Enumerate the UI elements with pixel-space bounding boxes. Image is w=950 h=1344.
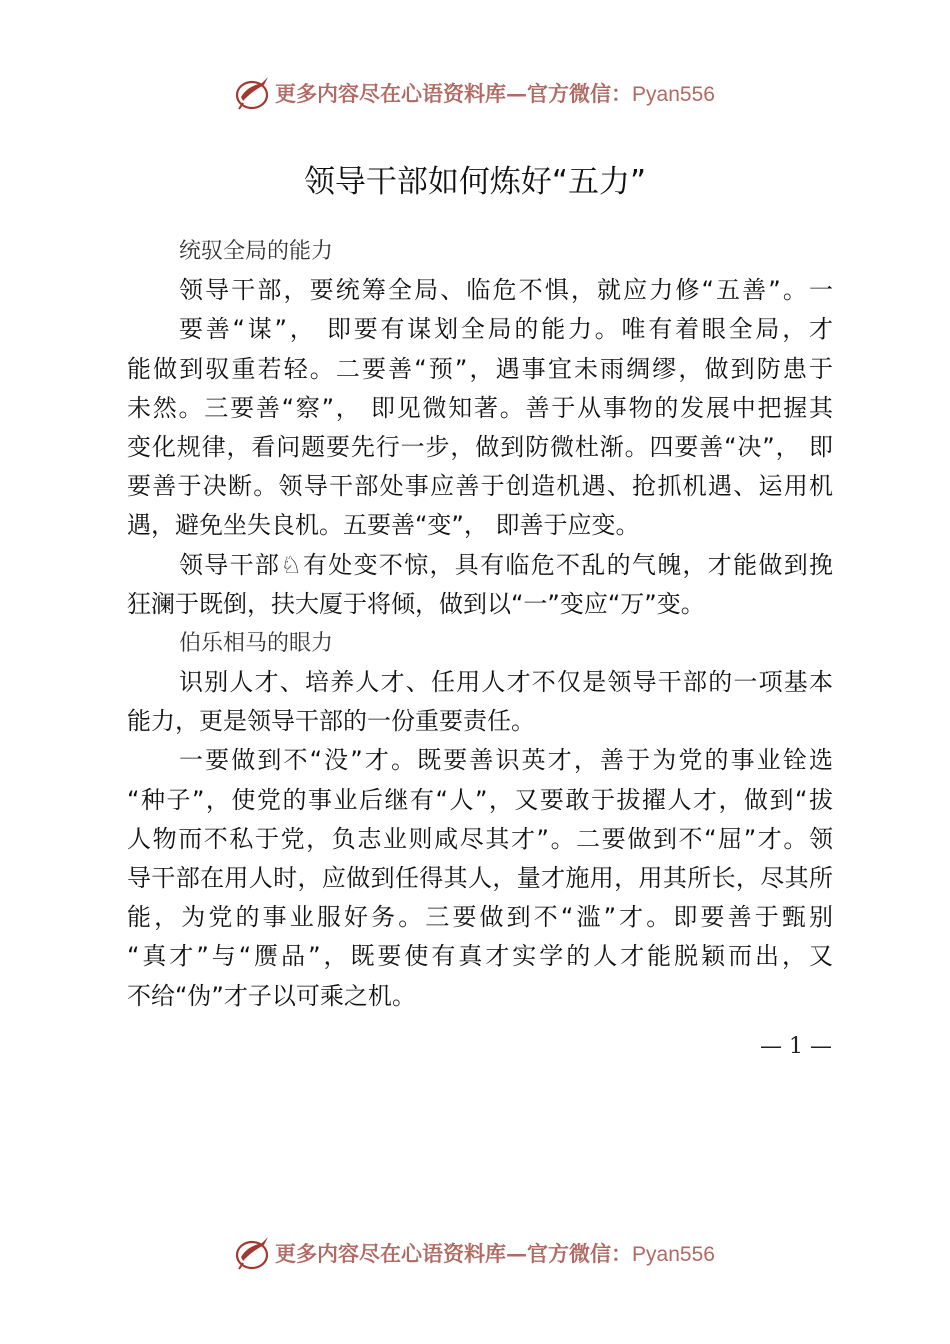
- text-line: 能，为党的事业服好务。三要做到不“滥”才。即要善于甄别: [127, 903, 833, 932]
- header-watermark: [0, 71, 950, 115]
- document-body: [127, 232, 833, 1016]
- text-line: 遇，避免坐失良机。五要善“变”， 即善于应变。: [127, 511, 640, 540]
- quill-logo-icon: [235, 1233, 271, 1273]
- text-line: 能力，更是领导干部的一份重要责任。: [127, 707, 535, 736]
- section-heading: 伯乐相马的眼力: [179, 630, 334, 656]
- text-line: 变化规律，看问题要先行一步，做到防微杜渐。四要善“决”， 即: [127, 432, 833, 461]
- watermark-text: [275, 78, 715, 108]
- text-line: 识别人才、培养人才、任用人才不仅是领导干部的一项基本: [179, 668, 833, 697]
- watermark-wechat-id: Pyan556: [632, 1243, 715, 1266]
- text-line: 不给“伪”才子以可乘之机。: [127, 981, 416, 1010]
- section-heading: 统驭全局的能力: [179, 239, 334, 264]
- watermark-label: 更多内容尽在心语资料库—官方微信：: [275, 81, 633, 106]
- page-number: — 1 —: [760, 1034, 832, 1059]
- text-line: 要善“谋”， 即要有谋划全局的能力。唯有着眼全局，才: [179, 315, 833, 344]
- watermark-text: [275, 1238, 715, 1268]
- text-line: 领导干部♘有处变不惊，具有临危不乱的气魄，才能做到挽: [179, 550, 833, 579]
- text-line: 领导干部，要统筹全局、临危不惧，就应力修“五善”。一: [179, 276, 833, 305]
- text-line: 未然。三要善“察”， 即见微知著。善于从事物的发展中把握其: [127, 393, 833, 422]
- watermark-label: 更多内容尽在心语资料库—官方微信：: [275, 1241, 633, 1266]
- text-line: 狂澜于既倒，扶大厦于将倾，做到以“一”变应“万”变。: [127, 589, 705, 618]
- footer-watermark: [0, 1231, 950, 1275]
- text-line: 一要做到不“没”才。既要善识英才，善于为党的事业铨选: [179, 746, 833, 775]
- text-line: 导干部在用人时，应做到任得其人，量才施用，用其所长，尽其所: [127, 864, 833, 892]
- quill-logo-icon: [235, 73, 271, 113]
- text-line: “种子”，使党的事业后继有“人”，又要敢于拔擢人才，做到“拔: [127, 785, 833, 814]
- watermark-wechat-id: Pyan556: [632, 83, 715, 106]
- text-line: 能做到驭重若轻。二要善“预”，遇事宜未雨绸缪，做到防患于: [127, 354, 833, 383]
- document-title: 领导干部如何炼好“五力”: [303, 164, 647, 200]
- text-line: “真才”与“赝品”，既要使有真才实学的人才能脱颖而出，又: [127, 942, 833, 971]
- text-line: 要善于决断。领导干部处事应善于创造机遇、抢抓机遇、运用机: [127, 472, 833, 501]
- text-line: 人物而不私于党，负志业则咸尽其才”。二要做到不“屈”才。领: [127, 824, 833, 853]
